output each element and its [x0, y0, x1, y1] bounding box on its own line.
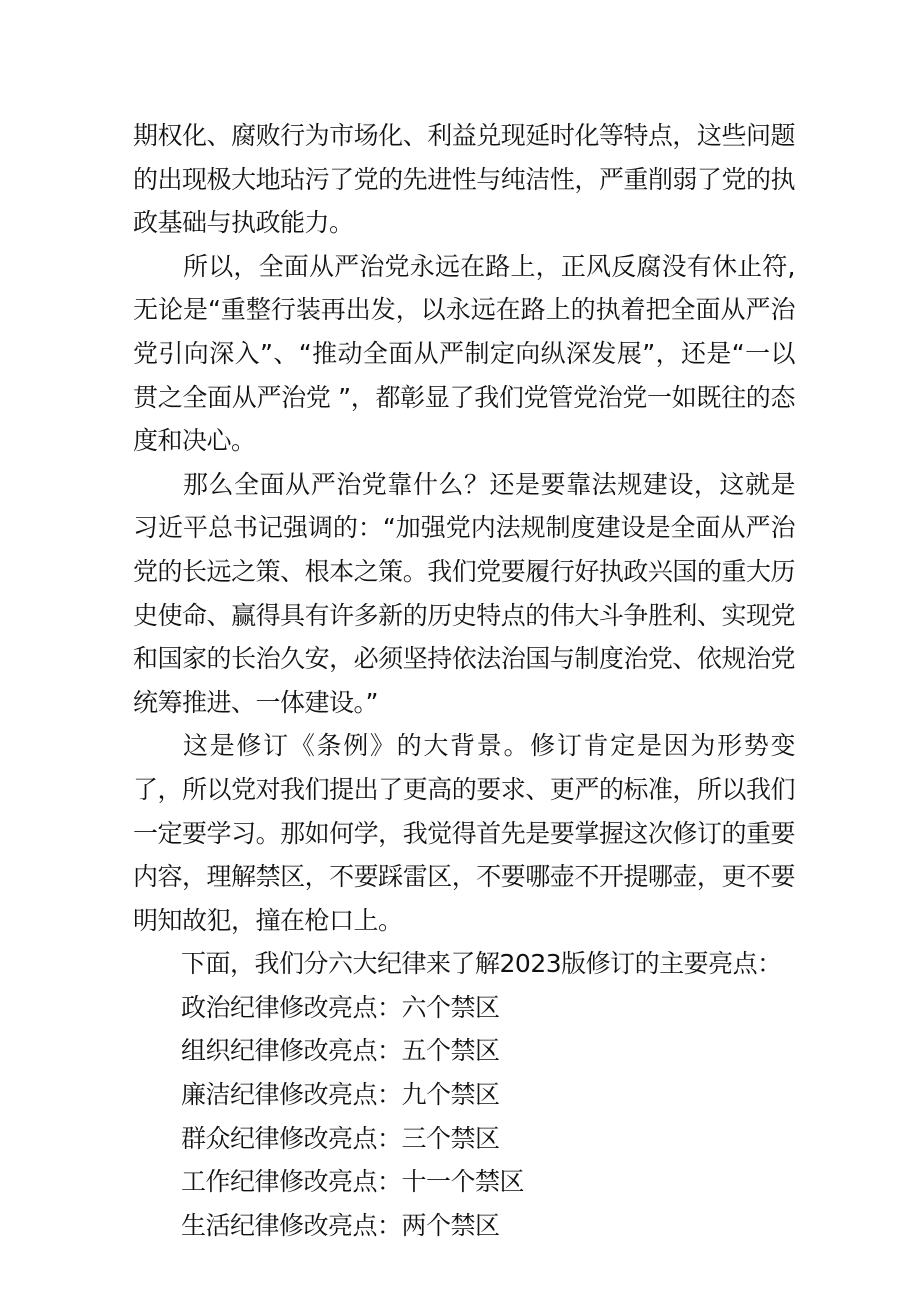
list-item: 生活纪律修改亮点：两个禁区: [181, 1210, 500, 1240]
list-item: 群众纪律修改亮点：三个禁区: [181, 1123, 500, 1153]
list-item: 政治纪律修改亮点：六个禁区: [181, 992, 500, 1022]
document-body: [133, 114, 795, 1247]
paragraph-continuation: 期权化、腐败行为市场化、利益兑现延时化等特点，这些问题的出现极大地玷污了党的先进性与纯洁性，严重削弱了党的执政基础与执政能力。: [133, 121, 795, 238]
paragraph-revision-background: 这是修订《条例》的大背景。修订肯定是因为形势变了，所以党对我们提出了更高的要求、更严的标准，所以我们一定要学习。那如何学，我觉得首先是要掌握这次修订的重要内容，理解禁区，不要踩雷区，不要哪壶不开提哪壶，更不要明知故犯，撞在枪口上。: [133, 731, 795, 935]
list-item: 组织纪律修改亮点：五个禁区: [181, 1036, 500, 1066]
paragraph-strict-governance: 所以，全面从严治党永远在路上，正风反腐没有休止符,无论是“重整行装再出发，以永远在路上的执着把全面从严治党引向深入”、“推动全面从严制定向纵深发展”，还是“一以贯之全面从严治党 ”，都彰显了我们党管党治党一如既往的态度和决心。: [133, 251, 795, 456]
list-item: 工作纪律修改亮点：十一个禁区: [181, 1167, 525, 1197]
list-intro: 下面，我们分六大纪律来了解2023版修订的主要亮点：: [181, 949, 782, 979]
paragraph-regulation-building: 那么全面从严治党靠什么？还是要靠法规建设，这就是习近平总书记强调的：“加强党内法规制度建设是全面从严治党的长远之策、根本之策。我们党要履行好执政兴国的重大历史使命、赢得具有许多新的历史特点的伟大斗争胜利、实现党和国家的长治久安，必须坚持依法治国与制度治党、依规治党统筹推进、一体建设。”: [133, 469, 795, 717]
list-item: 廉洁纪律修改亮点：九个禁区: [181, 1080, 500, 1110]
